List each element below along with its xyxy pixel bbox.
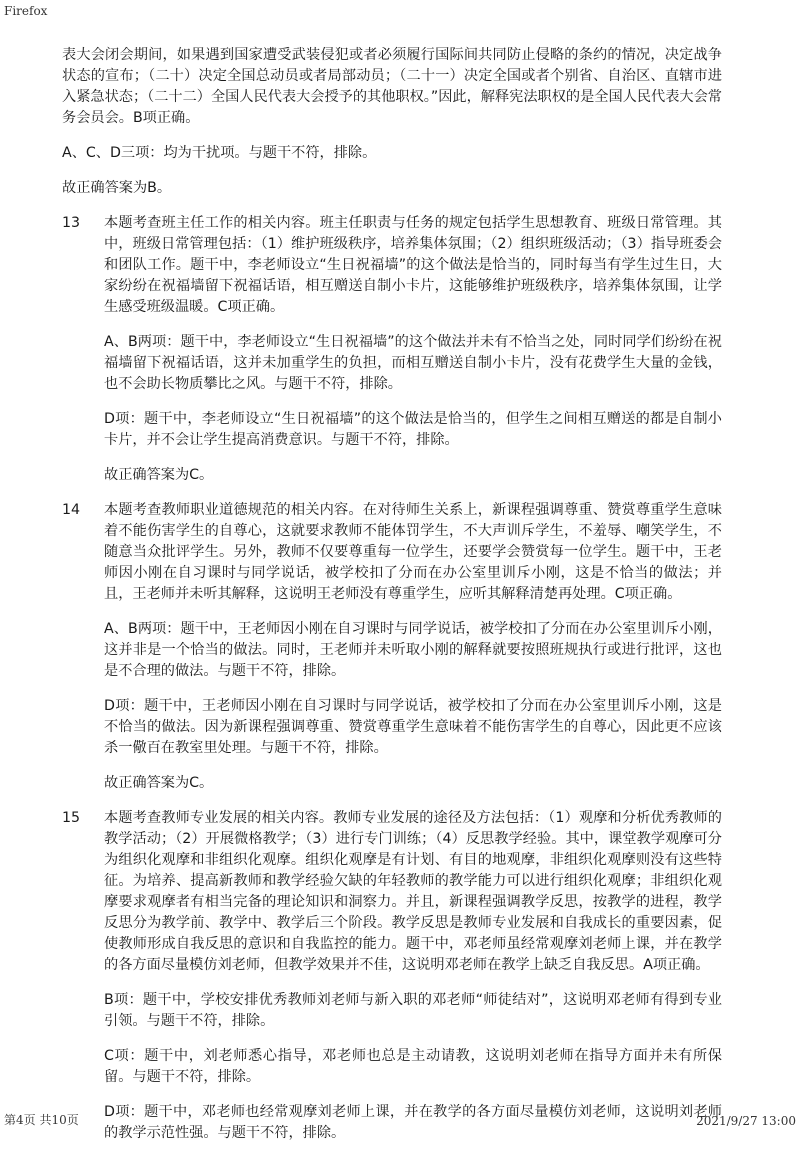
question-number: 14 [62,502,81,518]
option-explanation-b: B项：题干中，学校安排优秀教师刘老师与新入职的邓老师“师徒结对”，这说明邓老师有得到专业引领。与题干不符，排除。 [104,992,722,1029]
option-explanation-d: D项：题干中，李老师设立“生日祝福墙”的这个做法是恰当的，但学生之间相互赠送的都是自制小卡片，并不会让学生提高消费意识。与题干不符，排除。 [104,411,722,448]
option-explanation-c: C项：题干中，刘老师悉心指导，邓老师也总是主动请教，这说明刘老师在指导方面并未有所保留。与题干不符，排除。 [104,1048,722,1085]
option-explanation-d: D项：题干中，邓老师也经常观摩刘老师上课，并在教学的各方面尽量模仿刘老师，这说明刘老师的教学示范性强。与题干不符，排除。 [104,1104,722,1141]
question-analysis: 本题考查教师职业道德规范的相关内容。在对待师生关系上，新课程强调尊重、赞赏尊重学生意味着不能伤害学生的自尊心，这就要求教师不能体罚学生，不大声训斥学生，不羞辱、嘲笑学生，不随意当众批评学生。另外，教师不仅要尊重每一位学生，还要学会赞赏每一位学生。题干中，王老师因小刚在自习课时与同学说话，被学校扣了分而在办公室里训斥小刚，这是不恰当的做法；并且，王老师并未听其解释，这说明王老师没有尊重学生，应听其解释清楚再处理。C项正确。 [104,502,722,602]
intro-answer: 故正确答案为B。 [62,180,172,196]
question-15 [62,808,722,1144]
question-number: 13 [62,215,81,231]
question-number: 15 [62,810,81,826]
question-analysis: 本题考查班主任工作的相关内容。班主任职责与任务的规定包括学生思想教育、班级日常管理。其中，班级日常管理包括：（1）维护班级秩序，培养集体氛围；（2）组织班级活动；（3）指导班委会和团队工作。题干中，李老师设立“生日祝福墙”的这个做法是恰当的，同时每当有学生过生日，大家纷纷在祝福墙留下祝福话语，相互赠送自制小卡片，这能够维护班级秩序，培养集体氛围，让学生感受班级温暖。C项正确。 [104,215,722,315]
question-13 [62,213,722,486]
correct-answer: 故正确答案为C。 [104,467,214,483]
correct-answer: 故正确答案为C。 [104,775,214,791]
question-14 [62,500,722,794]
intro-paragraph-2: A、C、D三项：均为干扰项。与题干不符，排除。 [62,145,377,161]
intro-paragraph-1: 表大会闭会期间，如果遇到国家遭受武装侵犯或者必须履行国际间共同防止侵略的条约的情况，决定战争状态的宣布；（二十）决定全国总动员或者局部动员；（二十一）决定全国或者个别省、自治区、直辖市进入紧急状态；（二十二）全国人民代表大会授予的其他职权。”因此，解释宪法职权的是全国人民代表大会常务会员会。B项正确。 [62,47,722,126]
option-explanation-ab: A、B两项：题干中，王老师因小刚在自习课时与同学说话，被学校扣了分而在办公室里训斥小刚，这并非是一个恰当的做法。同时，王老师并未听取小刚的解释就要按照班规执行或进行批评，这也是不合理的做法。与题干不符，排除。 [104,621,722,679]
print-timestamp: 2021/9/27 13:00 [696,1114,796,1128]
browser-title: Firefox [4,4,48,18]
question-analysis: 本题考查教师专业发展的相关内容。教师专业发展的途径及方法包括：（1）观摩和分析优秀教师的教学活动；（2）开展微格教学；（3）进行专门训练；（4）反思教学经验。其中，课堂教学观摩可分为组织化观摩和非组织化观摩。组织化观摩是有计划、有目的地观摩，非组织化观摩则没有这些特征。为培养、提高新教师和教学经验欠缺的年轻教师的教学能力可以进行组织化观摩；非组织化观摩要求观摩者有相当完备的理论知识和洞察力。并且，新课程强调教学反思，按教学的进程，教学反思分为教学前、教学中、教学后三个阶段。教学反思是教师专业发展和自我成长的重要因素，促使教师形成自我反思的意识和自我监控的能力。题干中，邓老师虽经常观摩刘老师上课，并在教学的各方面尽量模仿刘老师，但教学效果并不佳，这说明邓老师在教学上缺乏自我反思。A项正确。 [104,810,722,973]
page-number: 第4页 共10页 [4,1113,79,1127]
document-content [62,45,722,1158]
option-explanation-d: D项：题干中，王老师因小刚在自习课时与同学说话，被学校扣了分而在办公室里训斥小刚，这是不恰当的做法。因为新课程强调尊重、赞赏尊重学生意味着不能伤害学生的自尊心，因此更不应该杀一儆百在教室里处理。与题干不符，排除。 [104,698,722,756]
option-explanation-ab: A、B两项：题干中，李老师设立“生日祝福墙”的这个做法并未有不恰当之处，同时同学们纷纷在祝福墙留下祝福话语，这并未加重学生的负担，而相互赠送自制小卡片，没有花费学生大量的金钱，也不会助长物质攀比之风。与题干不符，排除。 [104,334,722,392]
